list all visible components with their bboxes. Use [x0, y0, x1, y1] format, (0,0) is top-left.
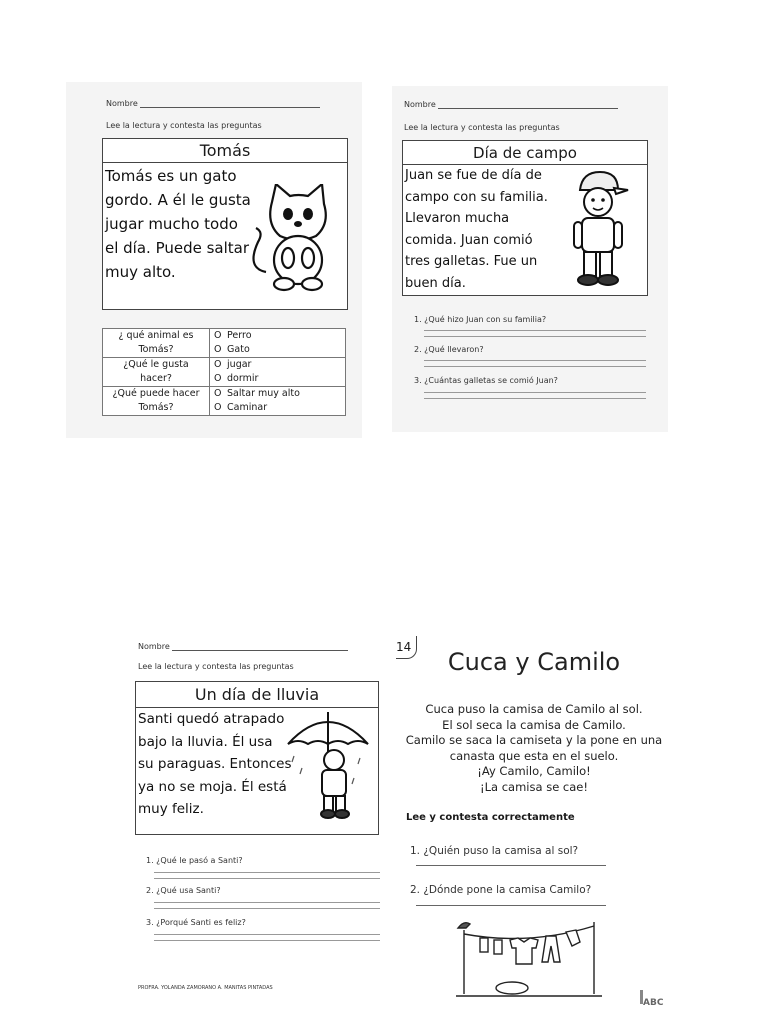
name-field	[138, 642, 348, 651]
story-text	[105, 164, 251, 284]
option-bubble[interactable]: O	[214, 330, 222, 341]
story-line: ¡Ay Camilo, Camilo!	[477, 764, 591, 778]
instruction-heading: Lee y contesta correctamente	[406, 812, 575, 823]
boy-illustration	[568, 168, 630, 290]
option-bubble[interactable]: O	[214, 344, 222, 355]
answer-line[interactable]	[154, 908, 380, 909]
option-label: Saltar muy alto	[227, 388, 300, 399]
option-bubble[interactable]: O	[214, 359, 222, 370]
story-line: ¡La camisa se cae!	[480, 779, 588, 794]
question-1: 1. ¿Qué le pasó a Santi?	[146, 856, 243, 865]
story-line: Llevaron mucha	[405, 211, 510, 226]
question-text: ¿ qué animal es	[118, 330, 194, 341]
option-label: Gato	[227, 344, 250, 355]
question-text: Tomás?	[138, 402, 174, 413]
answer-line[interactable]	[154, 902, 380, 903]
story-line: canasta que esta en el suelo.	[449, 748, 619, 763]
instructions: Lee la lectura y contesta las preguntas	[404, 123, 560, 132]
answer-line[interactable]	[154, 940, 380, 941]
story-title: Un día de lluvia	[194, 685, 320, 704]
story-line: Santi quedó atrapado	[138, 711, 285, 727]
story-line: Camilo se saca la camiseta y la pone en una	[405, 733, 663, 747]
name-label: Nombre	[138, 642, 170, 651]
option-cell[interactable]	[210, 343, 346, 358]
story-line: muy alto.	[105, 263, 176, 281]
question-cell	[103, 329, 210, 358]
answer-line[interactable]	[424, 392, 646, 393]
answer-line[interactable]	[154, 878, 380, 879]
footer-credit: PROFRA. YOLANDA ZAMORANO A. MANITAS PINTADAS	[138, 985, 273, 991]
story-text	[394, 702, 674, 795]
story-line: el día. Puede saltar	[105, 239, 250, 257]
story-line: su paraguas. Entonces	[138, 756, 292, 772]
option-cell[interactable]	[210, 329, 346, 344]
question-cell	[103, 387, 210, 416]
option-cell[interactable]	[210, 401, 346, 416]
question-cell	[103, 358, 210, 387]
answer-line[interactable]	[154, 872, 380, 873]
answer-line[interactable]	[424, 398, 646, 399]
question-2: 2. ¿Qué usa Santi?	[146, 886, 221, 895]
answer-line[interactable]	[154, 934, 380, 935]
answer-line[interactable]	[416, 865, 606, 866]
question-3: 3. ¿Porqué Santi es feliz?	[146, 918, 246, 927]
story-title-box	[402, 140, 648, 166]
story-line: Tomás es un gato	[105, 167, 237, 185]
option-label: dormir	[227, 373, 259, 384]
name-field	[404, 100, 618, 109]
option-cell[interactable]	[210, 358, 346, 373]
story-line: campo con su familia.	[405, 189, 548, 205]
table-row	[103, 358, 346, 373]
name-field	[106, 99, 320, 108]
story-line: jugar mucho todo	[105, 215, 238, 233]
question-text: ¿Qué le gusta	[123, 359, 189, 370]
option-bubble[interactable]: O	[214, 373, 222, 384]
question-1: 1. ¿Quién puso la camisa al sol?	[410, 845, 579, 857]
table-row	[103, 387, 346, 402]
story-title: Cuca y Camilo	[447, 648, 621, 676]
answer-line[interactable]	[424, 336, 646, 337]
answer-line[interactable]	[424, 366, 646, 367]
option-bubble[interactable]: O	[214, 388, 222, 399]
clothesline-illustration	[454, 916, 604, 1000]
option-cell[interactable]	[210, 387, 346, 402]
quiz-table	[102, 328, 346, 416]
instructions: Lee la lectura y contesta las preguntas	[138, 662, 294, 671]
story-line: comida. Juan comió	[405, 232, 533, 248]
name-line	[140, 107, 320, 108]
logo-text: ABC	[643, 998, 664, 1008]
cat-illustration	[250, 184, 346, 294]
option-label: Caminar	[227, 402, 268, 413]
option-label: Perro	[227, 330, 252, 341]
question-2: 2. ¿Qué llevaron?	[414, 345, 484, 354]
question-2: 2. ¿Dónde pone la camisa Camilo?	[410, 884, 592, 896]
name-label: Nombre	[404, 100, 436, 109]
boy-umbrella-illustration	[286, 708, 370, 822]
publisher-logo	[640, 990, 673, 1008]
story-text	[405, 165, 548, 294]
option-bubble[interactable]: O	[214, 402, 222, 413]
question-text: hacer?	[140, 373, 172, 384]
question-3: 3. ¿Cuántas galletas se comió Juan?	[414, 376, 558, 385]
name-line	[438, 108, 618, 109]
story-line: gordo. A él le gusta	[105, 191, 251, 209]
story-text	[138, 708, 292, 821]
story-title-box	[102, 138, 348, 164]
story-line: Cuca puso la camisa de Camilo al sol.	[425, 702, 643, 716]
answer-line[interactable]	[424, 360, 646, 361]
story-line: El sol seca la camisa de Camilo.	[442, 717, 626, 732]
answer-line[interactable]	[416, 905, 606, 906]
name-line	[172, 650, 348, 651]
story-line: Juan se fue de día de	[405, 168, 542, 183]
page-number: 14	[396, 640, 412, 654]
name-label: Nombre	[106, 99, 138, 108]
story-line: bajo la lluvia. Él usa	[138, 733, 273, 750]
story-line: muy feliz.	[138, 801, 204, 817]
story-title: Tomás	[199, 141, 251, 160]
story-line: tres galletas. Fue un	[405, 254, 538, 269]
table-row	[103, 329, 346, 344]
question-text: ¿Qué puede hacer	[112, 388, 200, 399]
question-text: Tomás?	[138, 344, 174, 355]
story-title-box	[135, 681, 379, 709]
worksheet-cuca-y-camilo	[394, 634, 674, 1006]
story-line: ya no se moja. Él está	[138, 778, 287, 795]
answer-line[interactable]	[424, 330, 646, 331]
option-cell[interactable]	[210, 372, 346, 387]
story-title: Día de campo	[473, 144, 577, 162]
story-line: buen día.	[405, 275, 466, 291]
option-label: jugar	[227, 359, 252, 370]
instructions: Lee la lectura y contesta las preguntas	[106, 121, 262, 130]
question-1: 1. ¿Qué hizo Juan con su familia?	[414, 315, 547, 324]
